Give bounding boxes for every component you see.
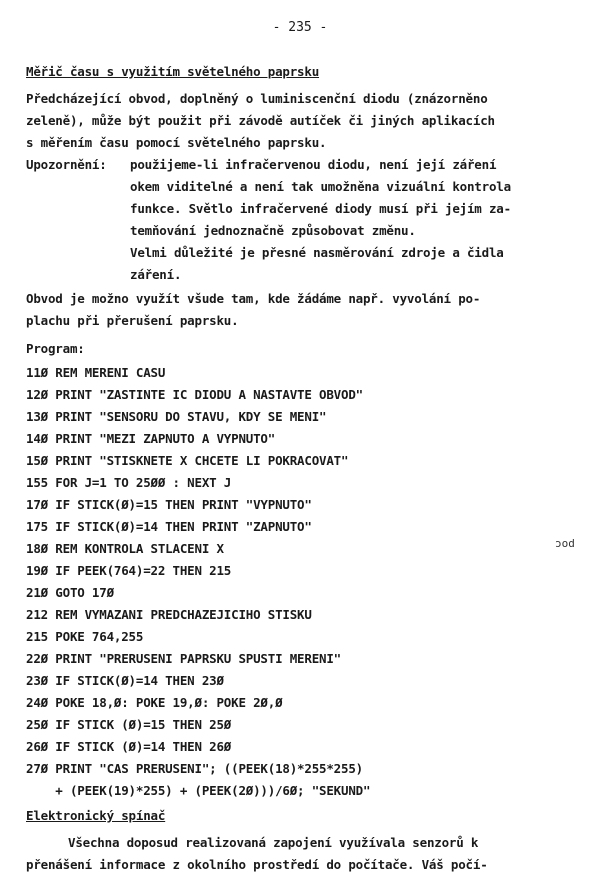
intro-line-2: zeleně), může být použit při závodě autíček či jiných aplikacích (26, 113, 495, 128)
usage-line-1: Obvod je možno využít všude tam, kde žádáme např. vyvolání po- (26, 291, 481, 306)
intro-line-3: s měřením času pomocí světelného paprsku. (26, 135, 327, 150)
warning-line-2: okem viditelné a není tak umožněna vizuální kontrola (130, 179, 511, 194)
warning-line-4: temňování jednoznačně způsobovat změnu. (130, 223, 416, 238)
section-heading-electronic-switch: Elektronický spínač (26, 808, 166, 823)
code-line: 25Ø IF STICK (Ø)=15 THEN 25Ø (26, 717, 232, 732)
page-number: - 235 - (272, 20, 328, 35)
code-line: 23Ø IF STICK(Ø)=14 THEN 23Ø (26, 673, 224, 688)
code-line: 17Ø IF STICK(Ø)=15 THEN PRINT "VYPNUTO" (26, 497, 312, 512)
warning-line-1: použijeme-li infračervenou diodu, není její záření (130, 157, 497, 172)
code-line: 18Ø REM KONTROLA STLACENI X (26, 541, 224, 556)
code-line: 12Ø PRINT "ZASTINTE IC DIODU A NASTAVTE OBVOD" (26, 387, 363, 402)
program-label: Program: (26, 341, 85, 356)
warning-line-6: záření. (130, 267, 182, 282)
code-line: 21Ø GOTO 17Ø (26, 585, 114, 600)
warning-line-3: funkce. Světlo infračervené diody musí při jejím za- (130, 201, 511, 216)
code-line: 13Ø PRINT "SENSORU DO STAVU, KDY SE MENI" (26, 409, 327, 424)
code-line: 24Ø POKE 18,Ø: POKE 19,Ø: POKE 2Ø,Ø (26, 695, 283, 710)
code-line: 15Ø PRINT "STISKNETE X CHCETE LI POKRACOVAT" (26, 453, 349, 468)
code-line: 212 REM VYMAZANI PREDCHAZEJICIHO STISKU (26, 607, 312, 622)
warning-line-5: Velmi důležité je přesné nasměrování zdroje a čidla (130, 245, 504, 260)
code-line: 14Ø PRINT "MEZI ZAPNUTO A VYPNUTO" (26, 431, 276, 446)
switch-text-line-1: Všechna doposud realizovaná zapojení využívala senzorů k (68, 835, 479, 850)
code-line: 27Ø PRINT "CAS PRERUSENI"; ((PEEK(18)*255*255) (26, 761, 363, 776)
code-line: + (PEEK(19)*255) + (PEEK(2Ø)))/6Ø; "SEKUND" (26, 783, 371, 798)
usage-line-2: plachu při přerušení paprsku. (26, 313, 239, 328)
code-line: 215 POKE 764,255 (26, 629, 144, 644)
section-heading-time-meter: Měřič času s využitím světelného paprsku (26, 64, 320, 79)
intro-line-1: Předcházející obvod, doplněný o luminiscenční diodu (znázorněno (26, 91, 488, 106)
code-line: 155 FOR J=1 TO 25ØØ : NEXT J (26, 475, 232, 490)
code-line: 11Ø REM MERENI CASU (26, 365, 166, 380)
code-line: 175 IF STICK(Ø)=14 THEN PRINT "ZAPNUTO" (26, 519, 312, 534)
code-line: 19Ø IF PEEK(764)=22 THEN 215 (26, 563, 232, 578)
code-line: 26Ø IF STICK (Ø)=14 THEN 26Ø (26, 739, 232, 754)
code-line: 22Ø PRINT "PRERUSENI PAPRSKU SPUSTI MERENI" (26, 651, 342, 666)
margin-fragment: ɔod (555, 537, 575, 550)
warning-label: Upozornění: (26, 157, 107, 172)
switch-text-line-2: přenášení informace z okolního prostředí do počítače. Váš počí- (26, 857, 488, 872)
